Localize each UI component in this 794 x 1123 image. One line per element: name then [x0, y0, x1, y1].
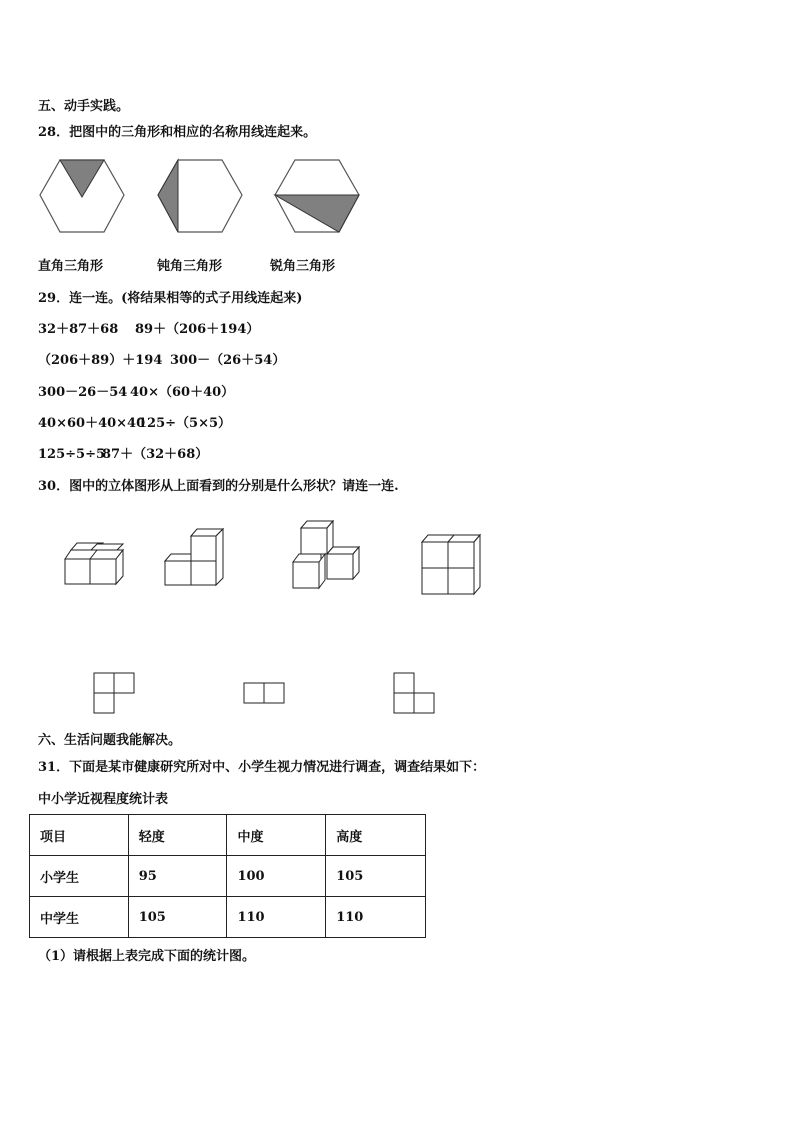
top-view-3 [393, 672, 437, 716]
triangle-label-right: 直角三角形 [38, 259, 104, 274]
table-cell: 110 [227, 897, 326, 938]
myopia-stats-table [29, 814, 426, 938]
question-31-prompt: 31．下面是某市健康研究所对中、小学生视力情况进行调查，调查结果如下： [38, 760, 486, 775]
table-cell: 105 [128, 897, 227, 938]
expression-left-4: 40×60＋40×40 [38, 416, 146, 431]
table-cell: 95 [128, 856, 227, 897]
expression-right-2: 300－（26＋54） [170, 353, 286, 368]
expression-left-2: （206＋89）＋194 [38, 353, 163, 368]
section-heading-6: 六、生活问题我能解决。 [38, 733, 182, 748]
cube-solid-3 [291, 520, 363, 592]
table-cell: 105 [326, 856, 426, 897]
expression-left-3: 300－26－54 [38, 385, 128, 400]
hexagon-figure-1 [38, 157, 128, 237]
question-29-prompt: 29．连一连。(将结果相等的式子用线连起来) [38, 291, 303, 306]
triangle-label-acute: 锐角三角形 [270, 259, 336, 274]
cube-solid-4 [420, 533, 484, 597]
table-cell: 小学生 [30, 856, 129, 897]
table-header-cell: 高度 [326, 815, 426, 856]
expression-left-5: 125÷5÷5 [38, 447, 106, 462]
section-heading-5: 五、动手实践。 [38, 99, 130, 114]
table-cell: 中学生 [30, 897, 129, 938]
cube-solid-1 [64, 540, 128, 586]
top-view-2 [243, 682, 287, 706]
table-header-cell: 项目 [30, 815, 129, 856]
expression-right-5: 87＋（32＋68） [102, 447, 209, 462]
expression-right-4: 125÷（5×5） [138, 416, 232, 431]
hexagon-figure-2 [156, 157, 246, 237]
table-cell: 110 [326, 897, 426, 938]
table-header-cell: 中度 [227, 815, 326, 856]
table-title: 中小学近视程度统计表 [38, 792, 169, 807]
top-view-1 [93, 672, 137, 716]
table-cell: 100 [227, 856, 326, 897]
question-28-prompt: 28．把图中的三角形和相应的名称用线连起来。 [38, 125, 317, 140]
table-header-row [30, 815, 426, 856]
question-30-prompt: 30．图中的立体图形从上面看到的分别是什么形状？请连一连. [38, 479, 399, 494]
triangle-label-obtuse: 钝角三角形 [157, 259, 223, 274]
expression-right-3: 40×（60＋40） [130, 385, 235, 400]
cube-solid-2 [164, 527, 228, 589]
table-row [30, 897, 426, 938]
hexagon-figure-3 [273, 157, 363, 237]
table-header-cell: 轻度 [128, 815, 227, 856]
expression-right-1: 89＋（206＋194） [135, 322, 260, 337]
sub-question-1: （1）请根据上表完成下面的统计图。 [38, 949, 256, 964]
table-row [30, 856, 426, 897]
expression-left-1: 32＋87＋68 [38, 322, 119, 337]
